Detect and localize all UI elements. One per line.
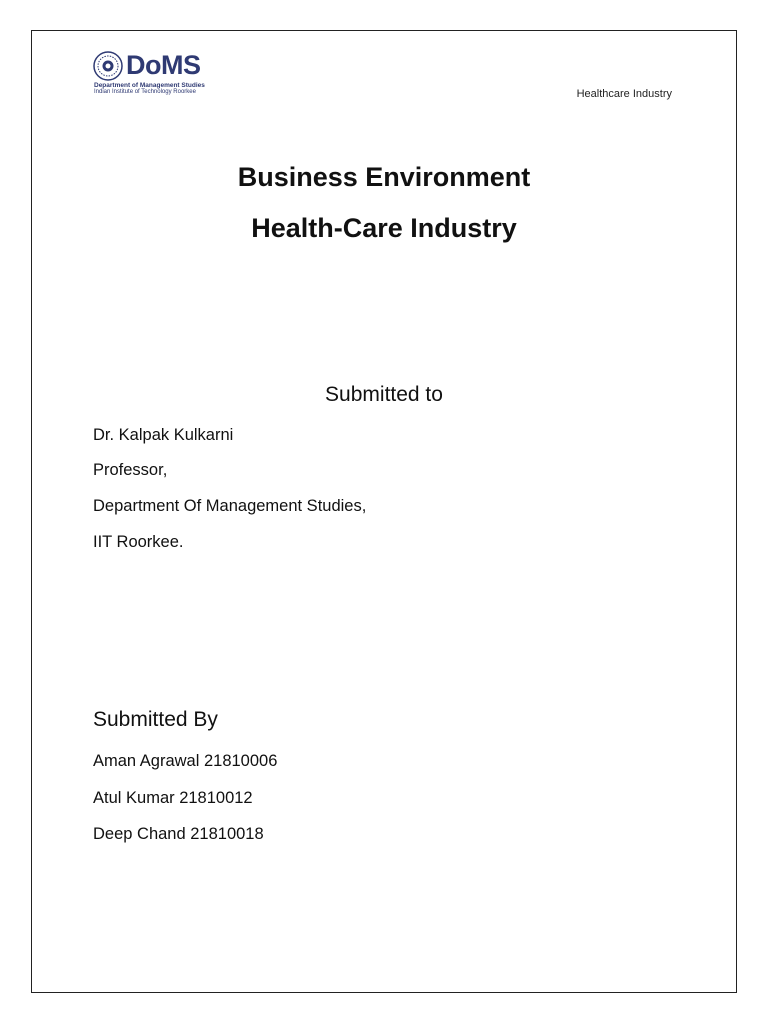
member-item: Aman Agrawal 21810006 <box>93 752 278 770</box>
logo-department-text: Department of Management Studies <box>94 82 205 89</box>
member-item: Deep Chand 21810018 <box>93 825 264 843</box>
running-header: Healthcare Industry <box>576 88 672 100</box>
recipient-institute: IIT Roorkee. <box>93 533 184 551</box>
submitted-by-heading: Submitted By <box>93 708 218 731</box>
title-line-2: Health-Care Industry <box>251 213 517 243</box>
member-item: Atul Kumar 21810012 <box>93 789 253 807</box>
logo-institute-text: Indian Institute of Technology Roorkee <box>94 89 196 95</box>
recipient-department: Department Of Management Studies, <box>93 497 367 515</box>
submitted-to-heading: Submitted to <box>325 383 443 406</box>
iit-emblem-icon <box>92 50 124 82</box>
recipient-title: Professor, <box>93 461 168 479</box>
title-line-1: Business Environment <box>237 162 531 192</box>
logo-wordmark: DoMS <box>126 50 201 80</box>
doms-logo <box>92 48 212 98</box>
recipient-name: Dr. Kalpak Kulkarni <box>93 426 234 444</box>
